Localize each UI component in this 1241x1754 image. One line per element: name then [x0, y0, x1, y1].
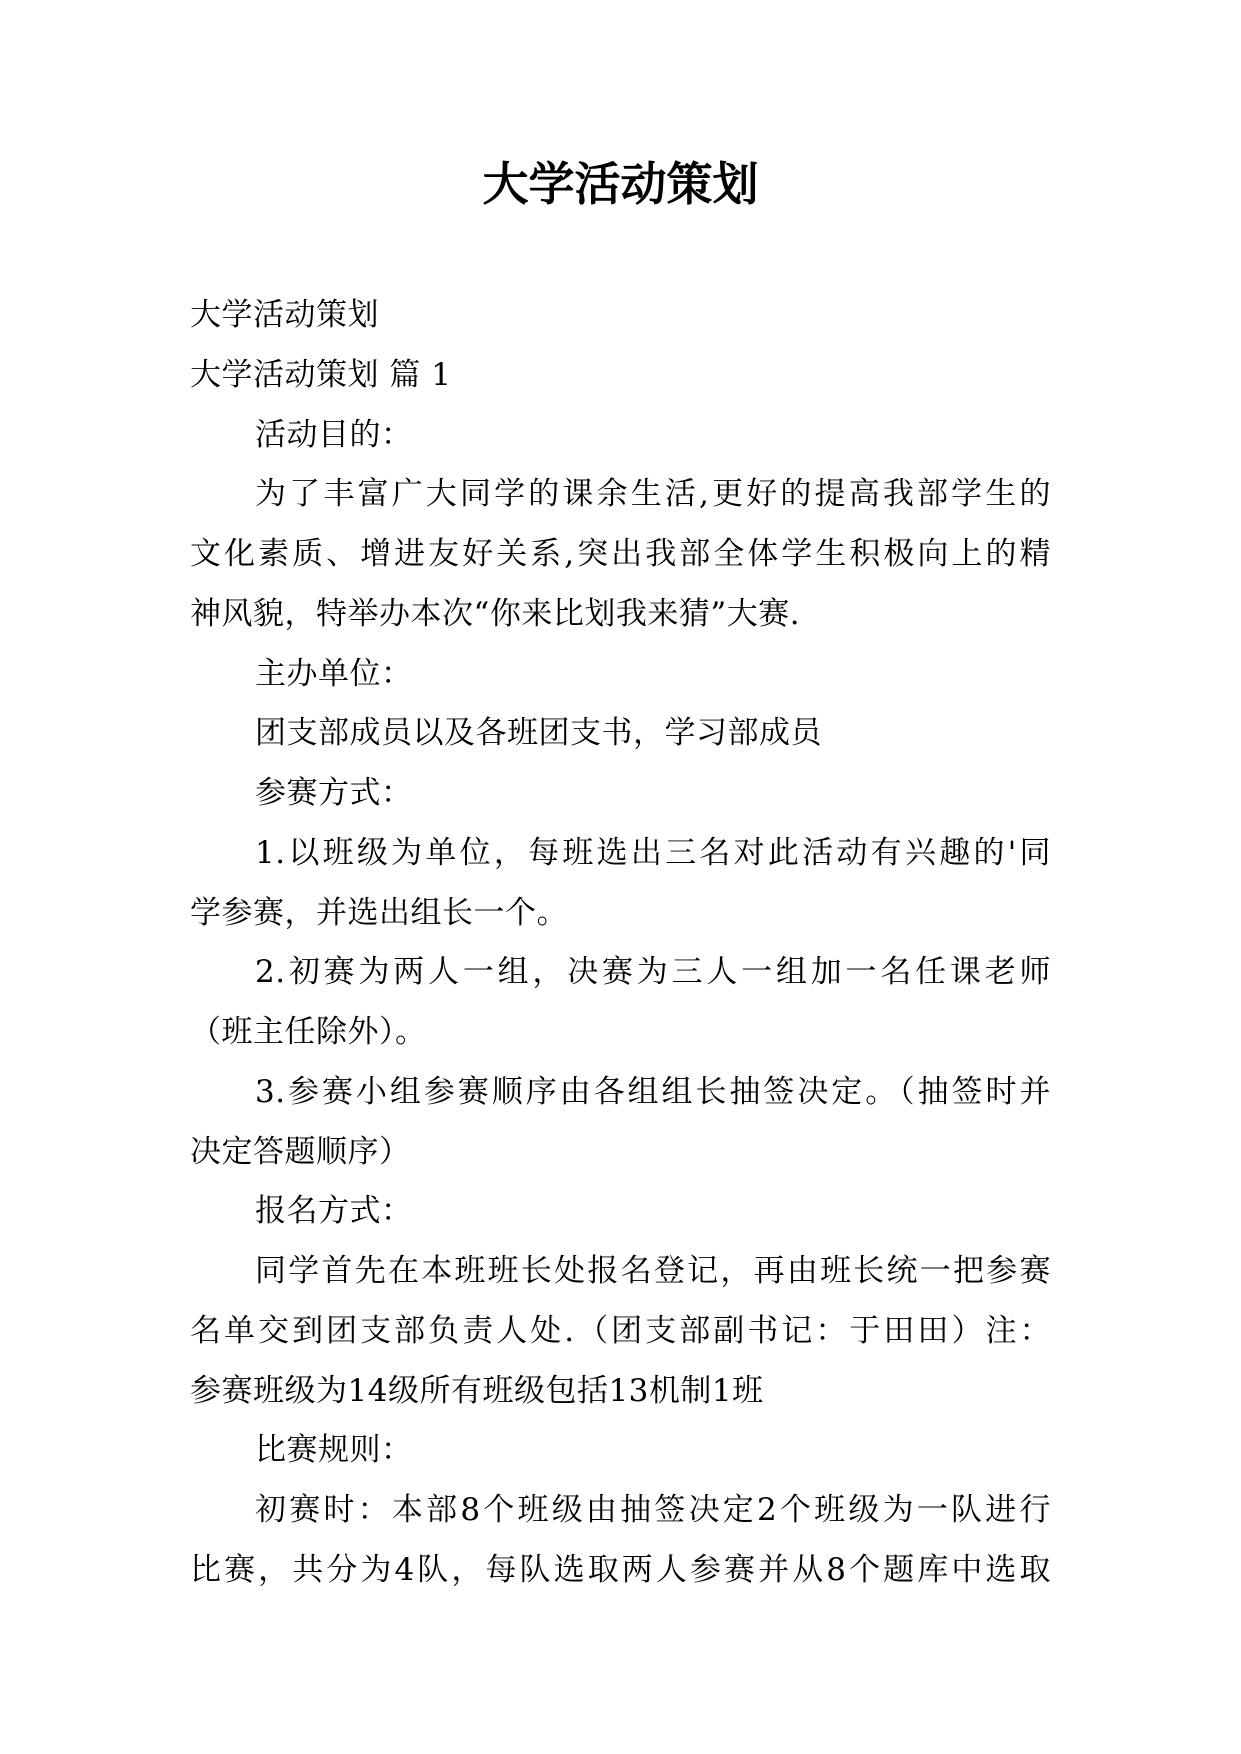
- list-item-3: [190, 1063, 1051, 1183]
- paragraph-line: 决定答题顺序）: [190, 1133, 411, 1170]
- paragraph-line: 报名方式：: [255, 1193, 413, 1230]
- paragraph-line: 比赛规则：: [255, 1432, 413, 1469]
- paragraph-line: 神风貌，特举办本次“你来比划我来猜”大赛.: [190, 595, 801, 632]
- section-label-rules: [190, 1421, 1051, 1481]
- section-label-participation: [190, 764, 1051, 824]
- document-heading: [190, 286, 1051, 346]
- paragraph-line: 活动目的：: [255, 416, 413, 453]
- document-body: [190, 286, 1051, 1601]
- paragraph-line: 文化素质、增进友好关系,突出我部全体学生积极向上的精: [190, 536, 1051, 572]
- paragraph-line: 初赛时：本部8个班级由抽签决定2个班级为一队进行: [255, 1492, 1051, 1528]
- paragraph-registration: [190, 1242, 1051, 1421]
- paragraph-line: 比赛，共分为4队，每队选取两人参赛并从8个题库中选取: [190, 1551, 1051, 1588]
- section-label-registration: [190, 1182, 1051, 1242]
- paragraph-line: 大学活动策划 篇 1: [190, 356, 452, 393]
- paragraph-line: 同学首先在本班班长处报名登记，再由班长统一把参赛: [255, 1253, 1051, 1289]
- paragraph-organizer: [190, 704, 1051, 764]
- section-label-purpose: [190, 406, 1051, 466]
- paragraph-line: 参赛班级为14级所有班级包括13机制1班: [190, 1372, 764, 1409]
- paragraph-line: 团支部成员以及各班团支书，学习部成员: [255, 715, 822, 752]
- paragraph-line: 主办单位：: [255, 655, 413, 692]
- paragraph-line: 1.以班级为单位，每班选出三名对此活动有兴趣的'同: [255, 834, 1051, 871]
- paragraph-line: 为了丰富广大同学的课余生活,更好的提高我部学生的: [255, 476, 1051, 513]
- paragraph-line: 大学活动策划: [190, 297, 379, 333]
- paragraph-line: 3.参赛小组参赛顺序由各组组长抽签决定。（抽签时并: [255, 1073, 1051, 1110]
- paragraph-line: 名单交到团支部负责人处.（团支部副书记：于田田）注：: [190, 1312, 1051, 1349]
- paragraph-line: 参赛方式：: [255, 775, 413, 811]
- section-label-organizer: [190, 645, 1051, 705]
- list-item-1: [190, 824, 1051, 944]
- paragraph-purpose: [190, 465, 1051, 644]
- paragraph-line: （班主任除外）。: [190, 1014, 427, 1050]
- paragraph-line: 学参赛，并选出组长一个。: [190, 894, 568, 931]
- paragraph-line: 2.初赛为两人一组，决赛为三人一组加一名任课老师: [255, 954, 1051, 991]
- paragraph-rules: [190, 1481, 1051, 1601]
- part-heading: [190, 346, 1051, 406]
- document-title: 大学活动策划: [482, 157, 759, 211]
- list-item-2: [190, 943, 1051, 1063]
